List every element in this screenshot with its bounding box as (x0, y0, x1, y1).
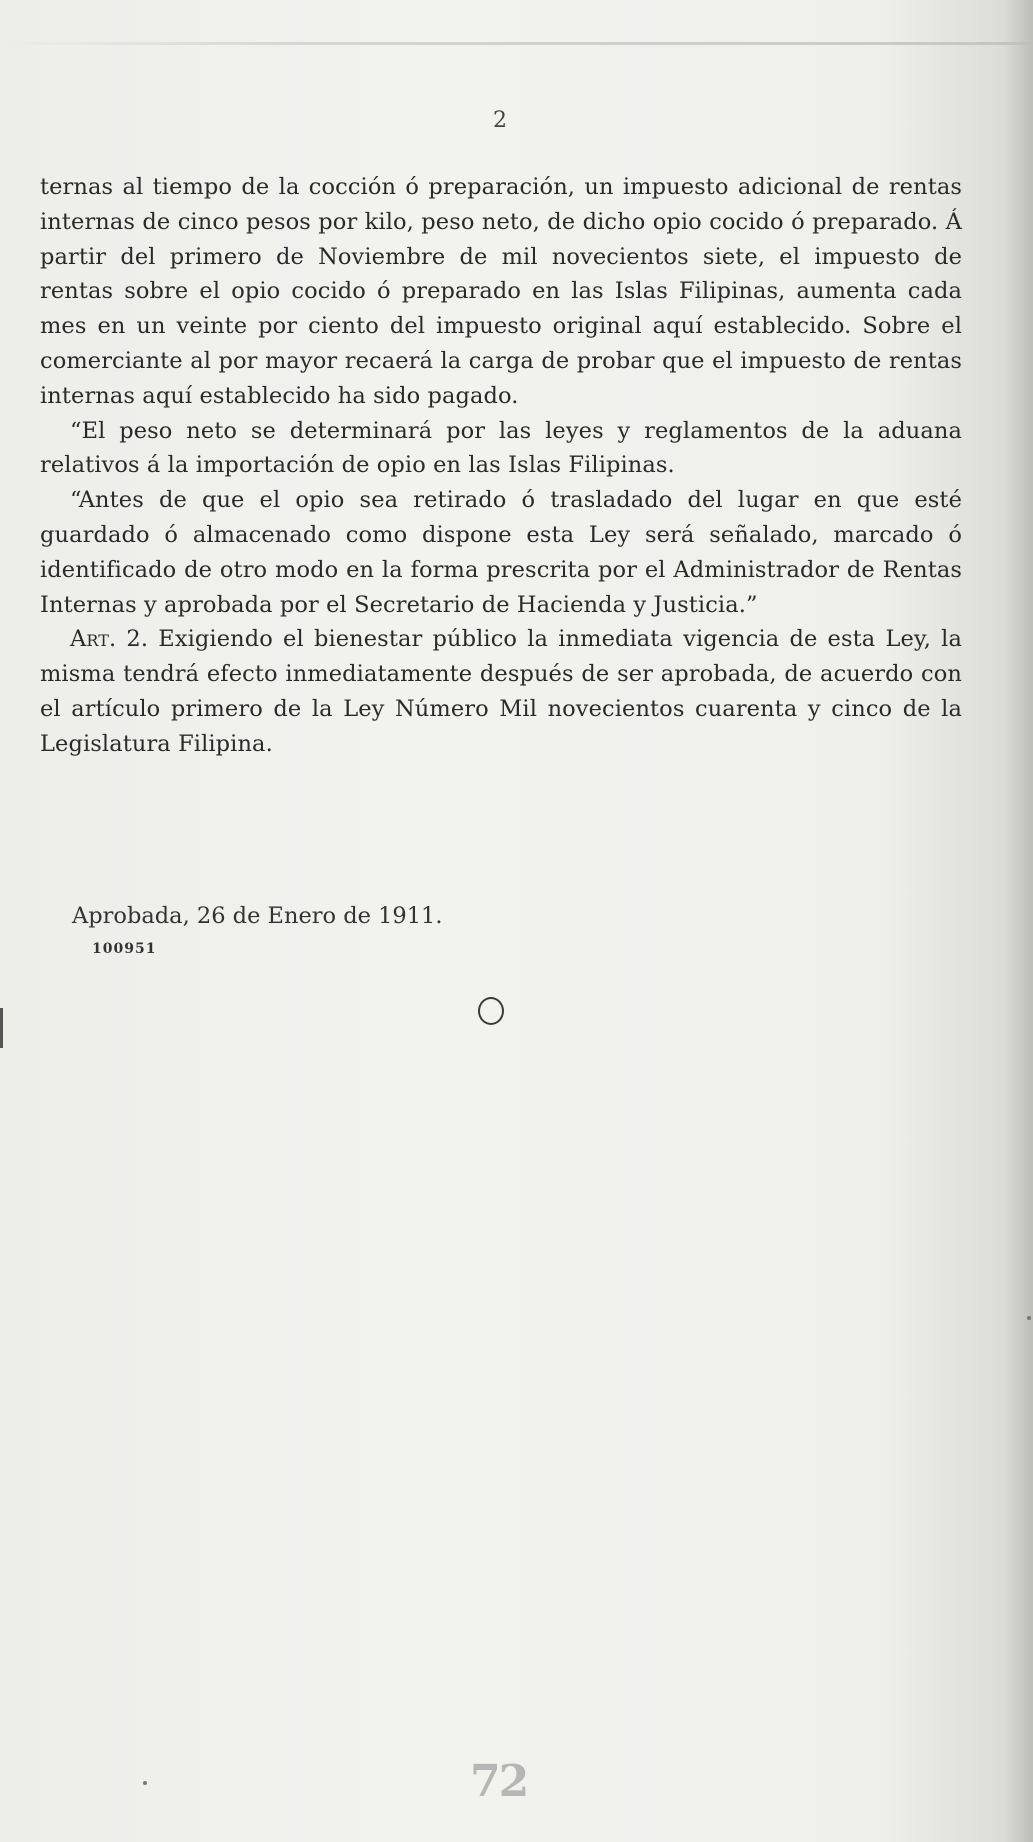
article-2-text: Exigiendo el bienestar público la inmediata vigencia de esta Ley, la misma tendrá efecto inmediatamente después de ser aprobada, de acuerdo con el artículo primero de la Ley Número Mil novecientos cuarenta y cinco de la Legislatura Filipina. (40, 626, 962, 757)
page-number: 2 (493, 108, 507, 133)
paragraph-net-weight: “El peso neto se determinará por las leyes y reglamentos de la aduana relativos á la importación de opio en las Islas Filipinas. (40, 417, 962, 479)
paragraph-continued: ternas al tiempo de la cocción ó preparación, un impuesto adicional de rentas internas de cinco pesos por kilo, peso neto, de dicho opio cocido ó preparado. Á partir del primero de Noviembre de mil novecientos siete, el impuesto de rentas sobre el opio cocido ó preparado en las Islas Filipinas, aumenta cada mes en un veinte por ciento del impuesto original aquí establecido. Sobre el comerciante al por mayor recaerá la carga de probar que el impuesto de rentas internas aquí establecido ha sido pagado. (40, 174, 962, 409)
dust-speck (1027, 1316, 1031, 1320)
dust-speck (143, 1781, 147, 1785)
end-ornament-circle (478, 997, 504, 1025)
margin-mark (0, 1008, 3, 1048)
body-text (40, 170, 962, 762)
paragraph-removal: “Antes de que el opio sea retirado ó trasladado del lugar en que esté guardado ó almacenado como dispone esta Ley será señalado, marcado ó identificado de otro modo en la forma prescrita por el Administrador de Rentas Internas y aprobada por el Secretario de Hacienda y Justicia.” (40, 487, 962, 618)
document-number: 100951 (92, 941, 157, 957)
stamp-number: 72 (470, 1756, 528, 1807)
paragraph-article-2 (40, 622, 962, 761)
article-label: Art. 2. (70, 626, 149, 653)
approval-line: Aprobada, 26 de Enero de 1911. (72, 903, 443, 929)
top-rule (0, 42, 1033, 45)
